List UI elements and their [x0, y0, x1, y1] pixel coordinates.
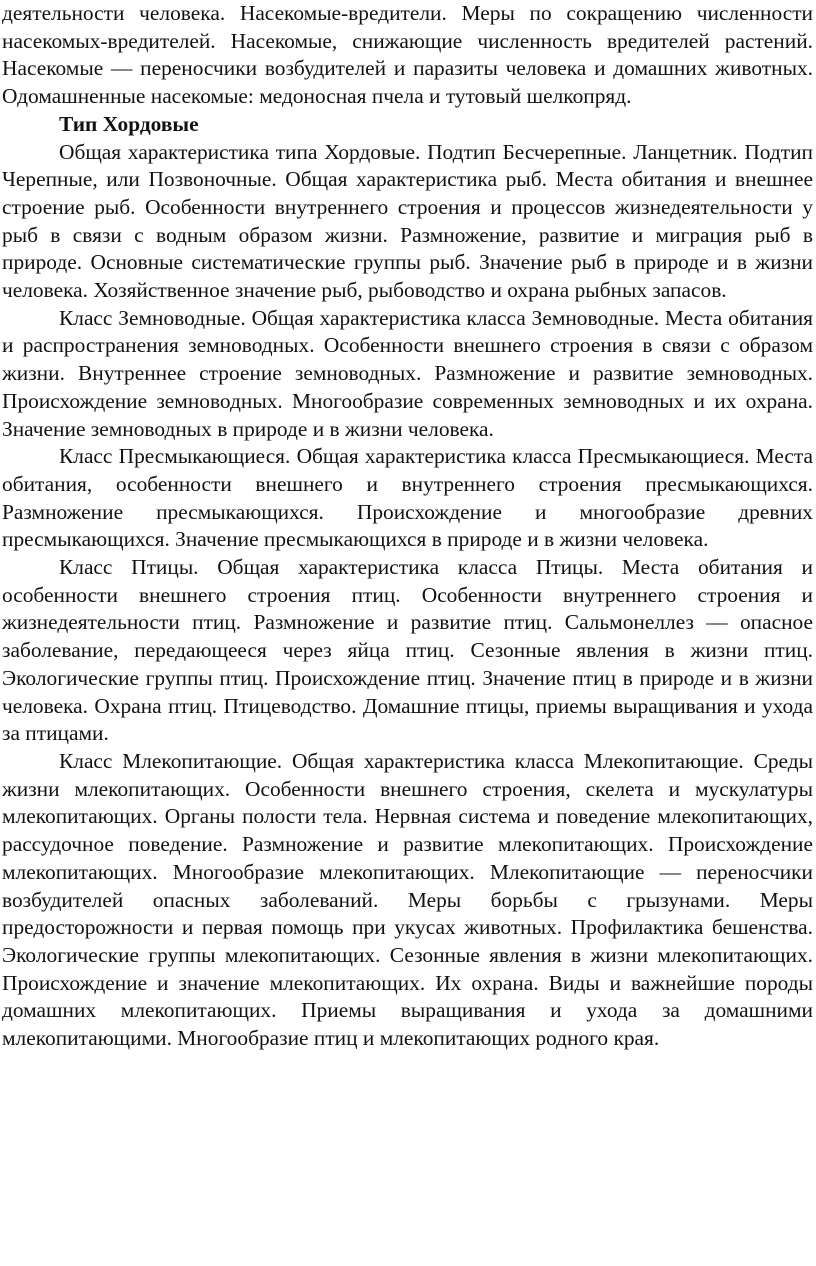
paragraph-insects-tail: деятельности человека. Насекомые-вредители. Меры по сокращению численности насекомых-вредителей. Насекомые, снижающие численность вредителей растений. Насекомые — переносчики возбудителей и паразиты человека и домашних животных. Одомашненные насекомые: медоносная пчела и тутовый шелкопряд.	[2, 1, 813, 109]
section-heading-chordates: Тип Хордовые	[59, 111, 199, 136]
paragraph-birds: Класс Птицы. Общая характеристика класса Птицы. Места обитания и особенности внешнего строения птиц. Особенности внутреннего строения и жизнедеятельности птиц. Размножение и развитие птиц. Сальмонеллез — опасное заболевание, передающееся через яйца птиц. Сезонные явления в жизни птиц. Экологические группы птиц. Происхождение птиц. Значение птиц в природе и в жизни человека. Охрана птиц. Птицеводство. Домашние птицы, приемы выращивания и ухода за птицами.	[2, 555, 813, 746]
paragraph-amphibians: Класс Земноводные. Общая характеристика класса Земноводные. Места обитания и распространения земноводных. Особенности внешнего строения в связи с образом жизни. Внутреннее строение земноводных. Размножение и развитие земноводных. Происхождение земноводных. Многообразие современных земноводных и их охрана. Значение земноводных в природе и в жизни человека.	[2, 305, 813, 441]
paragraph-mammals: Класс Млекопитающие. Общая характеристика класса Млекопитающие. Среды жизни млекопитающих. Особенности внешнего строения, скелета и мускулатуры млекопитающих. Органы полости тела. Нервная система и поведение млекопитающих, рассудочное поведение. Размножение и развитие млекопитающих. Происхождение млекопитающих. Многообразие млекопитающих. Млекопитающие — переносчики возбудителей опасных заболеваний. Меры борьбы с грызунами. Меры предосторожности и первая помощь при укусах животных. Профилактика бешенства. Экологические группы млекопитающих. Сезонные явления в жизни млекопитающих. Происхождение и значение млекопитающих. Их охрана. Виды и важнейшие породы домашних млекопитающих. Приемы выращивания и ухода за домашними млекопитающими. Многообразие птиц и млекопитающих родного края.	[2, 748, 813, 1051]
paragraph-reptiles: Класс Пресмыкающиеся. Общая характеристика класса Пресмыкающиеся. Места обитания, особенности внешнего и внутреннего строения пресмыкающихся. Размножение пресмыкающихся. Происхождение и многообразие древних пресмыкающихся. Значение пресмыкающихся в природе и в жизни человека.	[2, 444, 813, 552]
paragraph-chordates-fish: Общая характеристика типа Хордовые. Подтип Бесчерепные. Ланцетник. Подтип Черепные, или Позвоночные. Общая характеристика рыб. Места обитания и внешнее строение рыб. Особенности внутреннего строения и процессов жизнедеятельности у рыб в связи с водным образом жизни. Размножение, развитие и миграция рыб в природе. Основные систематические группы рыб. Значение рыб в природе и в жизни человека. Хозяйственное значение рыб, рыбоводство и охрана рыбных запасов.	[2, 139, 813, 303]
